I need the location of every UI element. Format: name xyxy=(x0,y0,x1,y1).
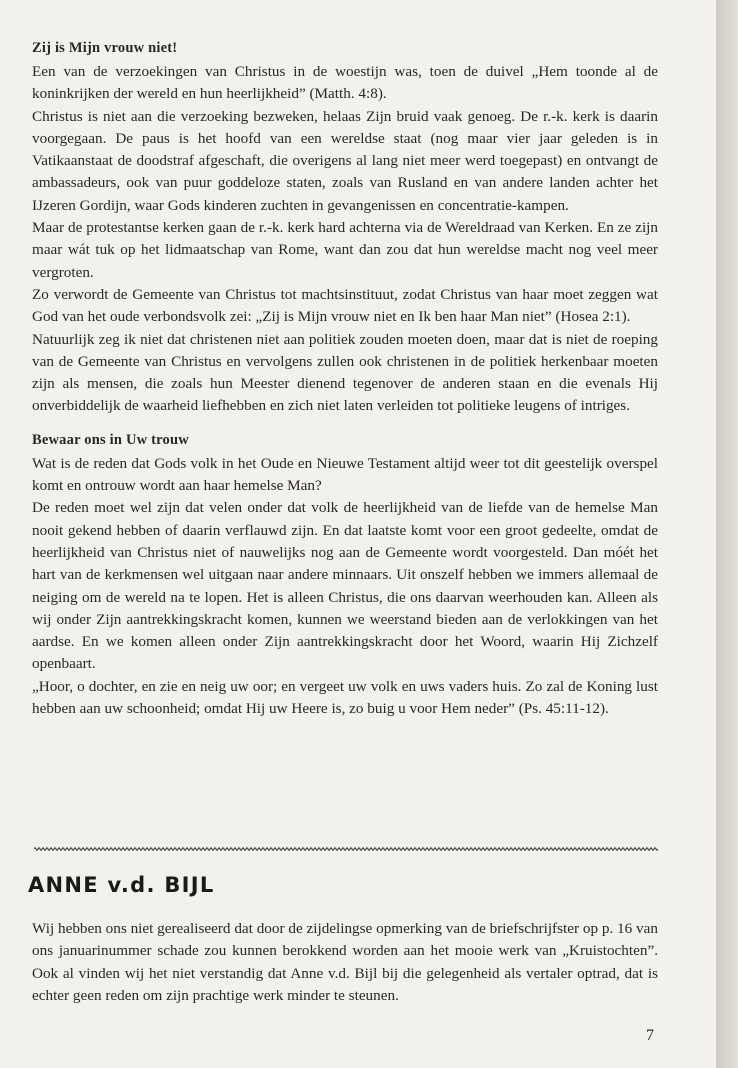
paragraph: Een van de verzoekingen van Christus in de woestijn was, toen de duivel „Hem toonde al de koninkrijken der wereld en hun heerlijkheid” (Matth. 4:8). xyxy=(32,63,658,103)
paragraph: „Hoor, o dochter, en zie en neig uw oor; en vergeet uw volk en uws vaders huis. Zo zal de Koning lust hebben aan uw schoonheid; omdat Hij uw Heere is, zo buig u voor Hem neder” (Ps. 45:11-12). xyxy=(32,677,658,718)
section-spacer xyxy=(32,418,658,432)
article-body xyxy=(32,40,658,720)
paragraph: Christus is niet aan die verzoeking bezweken, helaas Zijn bruid vaak genoeg. De r.-k. kerk is daarin voorgegaan. De paus is het hoofd van een wereldse staat (nog maar vier jaar geleden is in Vatikaanstaat de doodstraf afgeschaft, die overigens al lang niet meer werd toegepast) en ontvangt de ambassadeurs, ook van puur goddeloze staten, zoals van Rusland en van andere landen achter het IJzeren Gordijn, waar Gods kinderen zuchten in gevangenissen en concentratie-kampen. xyxy=(32,107,658,214)
paragraph: De reden moet wel zijn dat velen onder dat volk de heerlijkheid van de liefde van de hemelse Man nooit gekend hebben of daarin verflauwd zijn. En dat laatste komt voor een groot gedeelte, omdat de heerlijkheid van Christus niet of nauwelijks nog aan de Gemeente wordt voorgesteld. Dan móét het hart van de kerkmensen wel uitgaan naar andere minnaars. Uit onszelf hebben we immers allemaal de neiging om de wereld na te lopen. Het is alleen Christus, die ons daarvan weerhouden kan. Alleen als wij onder Zijn aantrekkingskracht komen, kunnen we weerstand bieden aan de verlokkingen van het aardse. En we komen alleen onder Zijn aantrekkingskracht door het Woord, waarin Hij Zichzelf openbaart. xyxy=(32,499,658,673)
paragraph: Zo verwordt de Gemeente van Christus tot machtsinstituut, zodat Christus van haar moet zeggen wat God van het oude verbondsvolk zei: „Zij is Mijn vrouw niet en Ik ben haar Man niet” (Hosea 2:1). xyxy=(32,285,658,326)
section-title: Bewaar ons in Uw trouw xyxy=(32,431,189,448)
page-edge-shadow xyxy=(716,0,738,1068)
note-body xyxy=(32,918,658,1007)
paragraph: Wat is de reden dat Gods volk in het Oude en Nieuwe Testament altijd weer tot dit geestelijk overspel komt en ontrouw wordt aan haar hemelse Man? xyxy=(32,454,658,495)
note-heading: ANNE v.d. BIJL xyxy=(28,873,215,897)
section-title: Zij is Mijn vrouw niet! xyxy=(32,40,178,56)
paragraph: Wij hebben ons niet gerealiseerd dat door de zijdelingse opmerking van de briefschrijfster op p. 16 van ons januarinummer schade zou kunnen berokkend worden aan het mooie werk van „Kruistochten”. Ook al vinden wij het niet verstandig dat Anne v.d. Bijl bij die gelegenheid als vertaler optrad, dat is echter geen reden om zijn prachtige werk minder te steunen. xyxy=(32,920,658,1004)
paragraph: Maar de protestantse kerken gaan de r.-k. kerk hard achterna via de Wereldraad van Kerken. En ze zijn maar wát tuk op het lidmaatschap van Rome, want dan zou dat hun wereldse macht nog veel meer vergroten. xyxy=(32,219,658,281)
wavy-divider xyxy=(34,845,658,853)
paragraph: Natuurlijk zeg ik niet dat christenen niet aan politiek zouden moeten doen, maar dat is niet de roeping van de Gemeente van Christus en vervolgens zullen ook christenen in de politiek herkenbaar moeten zijn als mensen, die zoals hun Meester dienend tegenover de anderen staan en die evenals Hij onverbiddelijk de waarheid liefhebben en zich niet laten verleiden tot politieke leugens of intriges. xyxy=(32,330,658,415)
page-number: 7 xyxy=(646,1027,654,1044)
